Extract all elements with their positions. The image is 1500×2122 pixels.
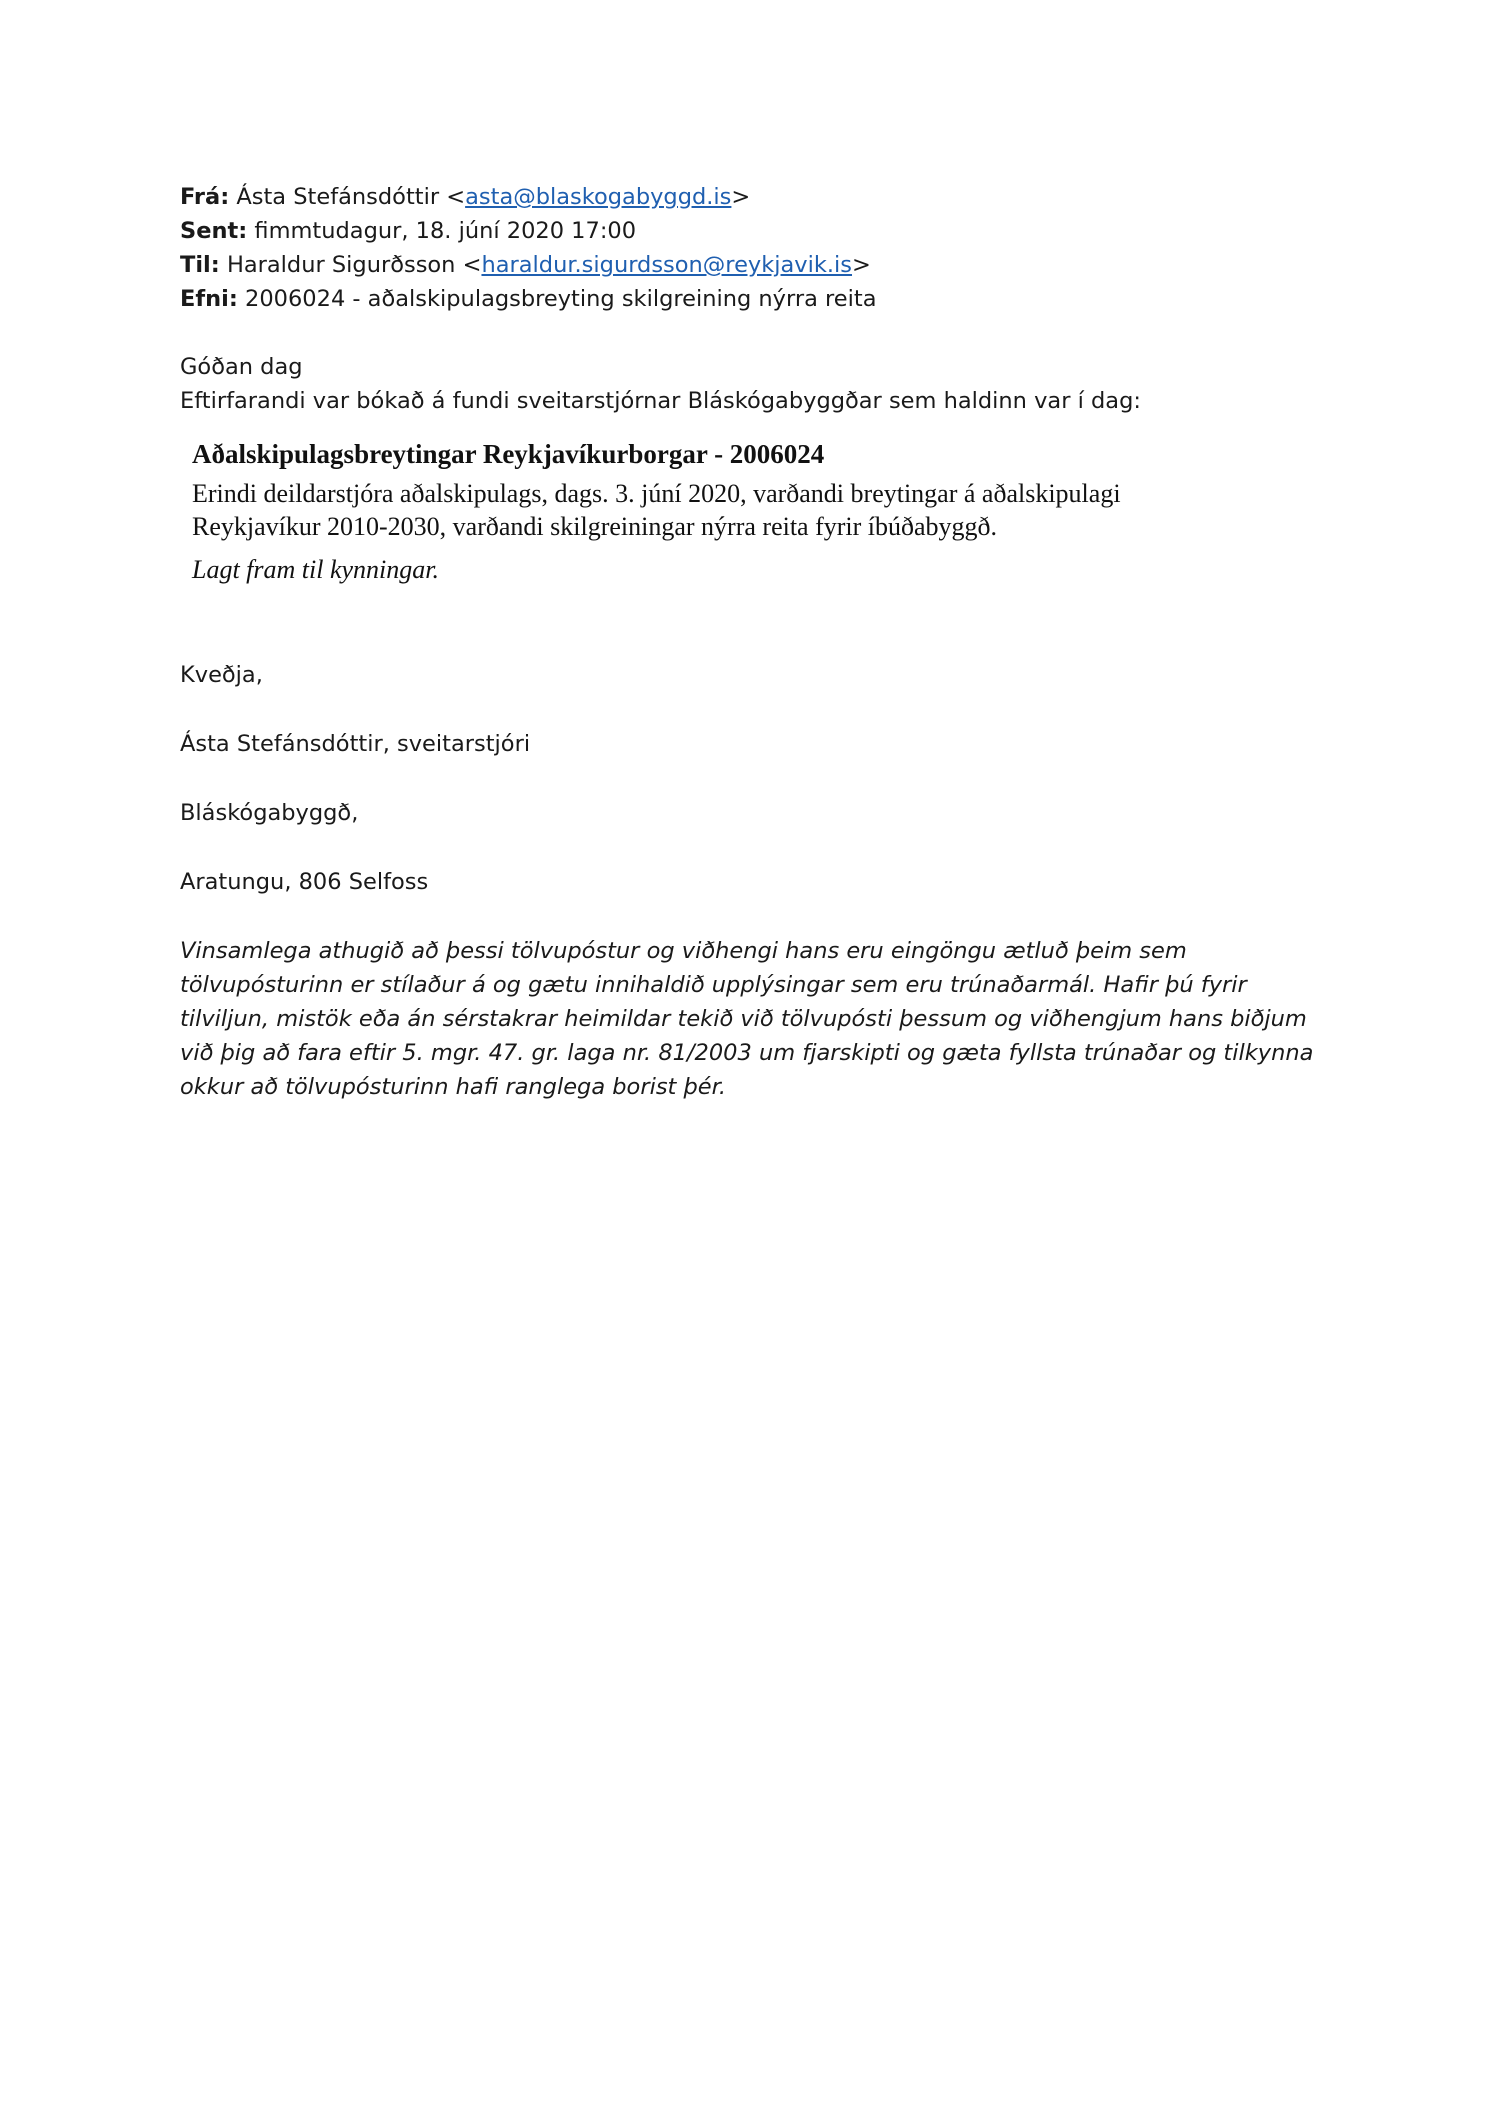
disclaimer-line-5: okkur að tölvupósturinn hafi ranglega borist þér. [180,1074,726,1100]
email-header [180,180,1340,316]
subject-value: 2006024 - aðalskipulagsbreyting skilgreining nýrra reita [245,286,877,312]
disclaimer-line-3: tilviljun, mistök eða án sérstakrar heimildar tekið við tölvupósti þessum og viðhengjum hans biðjum [180,1006,1307,1032]
organization: Bláskógabyggð, [180,800,359,826]
sent-label: Sent: [180,218,248,244]
disclaimer-line-4: við þig að fara eftir 5. mgr. 47. gr. laga nr. 81/2003 um fjarskipti og gæta fyllsta trúnaðar og tilkynna [180,1040,1314,1066]
intro-text: Eftirfarandi var bókað á fundi sveitarstjórnar Bláskógabyggðar sem haldinn var í dag: [180,388,1141,414]
from-email-link[interactable]: asta@blaskogabyggd.is [465,184,732,210]
from-label: Frá: [180,184,230,210]
minutes-line-1: Erindi deildarstjóra aðalskipulags, dags. 3. júní 2020, varðandi breytingar á aðalskipulagi [192,479,1121,508]
minutes-conclusion: Lagt fram til kynningar. [192,555,440,584]
disclaimer-line-2: tölvupósturinn er stílaður á og gætu innihaldið upplýsingar sem eru trúnaðarmál. Hafir þú fyrir [180,972,1247,998]
signer-name: Ásta Stefánsdóttir, sveitarstjóri [180,731,531,757]
subject-label: Efni: [180,286,238,312]
minutes-title: Aðalskipulagsbreytingar Reykjavíkurborgar - 2006024 [192,439,825,469]
greeting: Góðan dag [180,354,303,380]
email-document [180,180,1340,1104]
disclaimer-line-1: Vinsamlega athugið að þessi tölvupóstur og viðhengi hans eru eingöngu ætluð þeim sem [180,938,1187,964]
from-name: Ásta Stefánsdóttir [236,184,440,210]
minutes-line-2: Reykjavíkur 2010-2030, varðandi skilgreiningar nýrra reita fyrir íbúðabyggð. [192,512,998,541]
to-line: Til: Haraldur Sigurðsson <haraldur.sigurdsson@reykjavik.is> [180,252,871,278]
to-label: Til: [180,252,220,278]
to-email-link[interactable]: haraldur.sigurdsson@reykjavik.is [481,252,853,278]
to-name: Haraldur Sigurðsson [226,252,456,278]
meeting-minutes [192,438,1340,586]
from-line: Frá: Ásta Stefánsdóttir <asta@blaskogabyggd.is> [180,184,751,210]
sent-line [180,214,1340,248]
sent-value: fimmtudagur, 18. júní 2020 17:00 [254,218,637,244]
closing: Kveðja, [180,662,263,688]
address: Aratungu, 806 Selfoss [180,869,429,895]
signature-block [180,658,1340,899]
confidentiality-disclaimer [180,934,1340,1104]
subject-line [180,282,1340,316]
